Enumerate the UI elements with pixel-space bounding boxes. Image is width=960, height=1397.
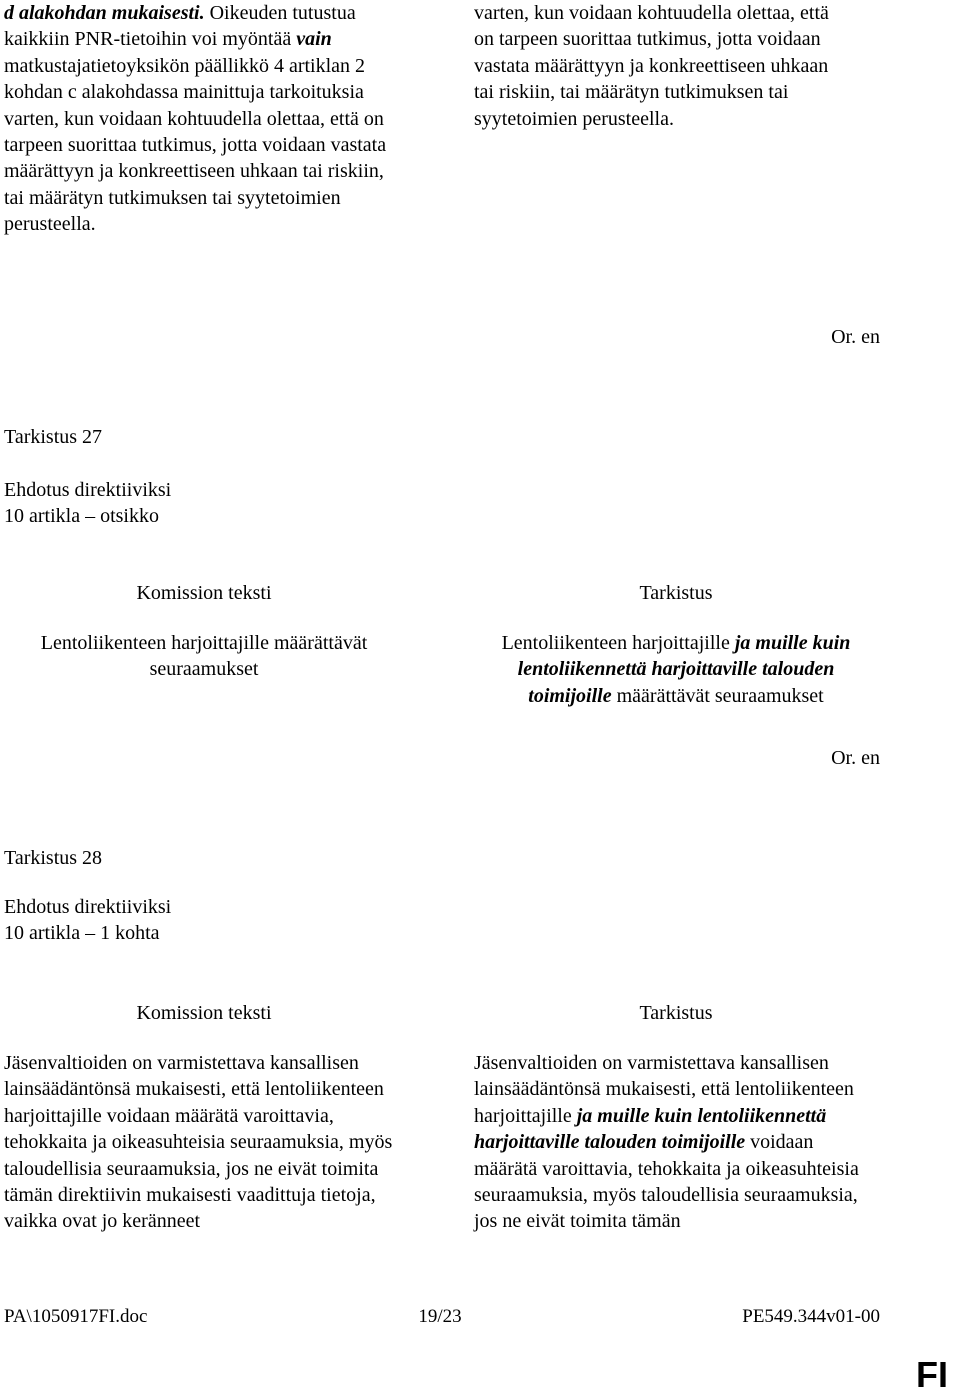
- top-right-paragraph: [474, 0, 844, 132]
- text-run: Oikeuden tutustua kaikkiin PNR-tietoihin voi myöntää: [4, 2, 356, 51]
- pe-reference: PE549.344v01-00: [742, 1306, 880, 1327]
- text-run: Lentoliikenteen harjoittajille: [501, 632, 735, 654]
- text-run: määrättävät seuraamukset: [611, 684, 824, 707]
- proposal-label: Ehdotus direktiiviksi: [4, 479, 172, 501]
- amendment-text: [474, 1050, 874, 1235]
- text-run: Jäsenvaltioiden on varmistettava kansallisen lainsäädäntönsä mukaisesti, että lentoliikenteen harjoittajille: [474, 1052, 854, 1127]
- text-run: Lentoliikenteen harjoittajille määrättävät seuraamukset: [40, 632, 368, 681]
- amendment-number: Tarkistus 27: [4, 426, 103, 448]
- page-number: 19/23: [418, 1306, 462, 1327]
- rich-text: [4, 630, 404, 683]
- emphasized-text-run: vain: [296, 28, 332, 51]
- text-run: varten, kun voidaan kohtuudella olettaa, että on tarpeen suorittaa tutkimus, jotta voidaan vastata määrättyyn ja konkreettiseen uhkaan tai riskiin, tai määrätyn tutkimuksen tai syytetoimien perusteella.: [474, 2, 829, 130]
- original-language-1: Or. en: [831, 326, 880, 348]
- text-run: voidaan määrätä varoittavia, tehokkaita ja oikeasuhteisia seuraamuksia, myös taloudellisia seuraamuksia, jos ne eivät toimita tämän: [474, 1131, 859, 1233]
- text-run: Jäsenvaltioiden on varmistettava kansallisen lainsäädäntönsä mukaisesti, että lentoliikenteen harjoittajille voidaan määrätä varoittavia, tehokkaita ja oikeasuhteisia seuraamuksia, myös taloudellisia seuraamuksia, jos ne eivät toimita tämän direktiivin mukaisesti vaadittuja tietoja, vaikka ovat jo keränneet: [4, 1052, 393, 1233]
- rich-text: [474, 1050, 874, 1235]
- rich-text: [474, 0, 844, 132]
- document-reference: PA\1050917FI.doc: [4, 1306, 148, 1327]
- emphasized-text-run: ja muille kuin lentoliikennettä harjoittaville talouden toimijoille: [517, 632, 851, 707]
- article-reference: 10 artikla – 1 kohta: [4, 922, 160, 944]
- rich-text: [474, 630, 878, 709]
- emphasized-text-run: d alakohdan mukaisesti.: [4, 2, 205, 24]
- commission-text-header: Komission teksti: [136, 582, 272, 604]
- amendment-header: Tarkistus: [639, 1002, 713, 1024]
- top-left-paragraph: [4, 0, 404, 238]
- amendment-header: Tarkistus: [639, 582, 713, 604]
- commission-text-header: Komission teksti: [136, 1002, 272, 1024]
- language-mark: FI: [916, 1354, 948, 1395]
- rich-text: [4, 1050, 404, 1235]
- amendment-number: Tarkistus 28: [4, 847, 103, 869]
- emphasized-text-run: ja muille kuin lentoliikennettä harjoittaville talouden toimijoille: [474, 1104, 827, 1154]
- commission-text: [4, 1050, 404, 1235]
- original-language-2: Or. en: [831, 747, 880, 769]
- text-run: matkustajatietoyksikön päällikkö 4 artiklan 2 kohdan c alakohdassa mainittuja tarkoituksia varten, kun voidaan kohtuudella olettaa, että on tarpeen suorittaa tutkimus, jotta voidaan vastata määrättyyn ja konkreettiseen uhkaan tai riskiin, tai määrätyn tutkimuksen tai syytetoimien perusteella.: [4, 54, 387, 236]
- amendment-text: [474, 630, 878, 709]
- rich-text: [4, 0, 404, 238]
- article-reference: 10 artikla – otsikko: [4, 505, 159, 527]
- proposal-label: Ehdotus direktiiviksi: [4, 896, 172, 918]
- commission-text: [4, 630, 404, 683]
